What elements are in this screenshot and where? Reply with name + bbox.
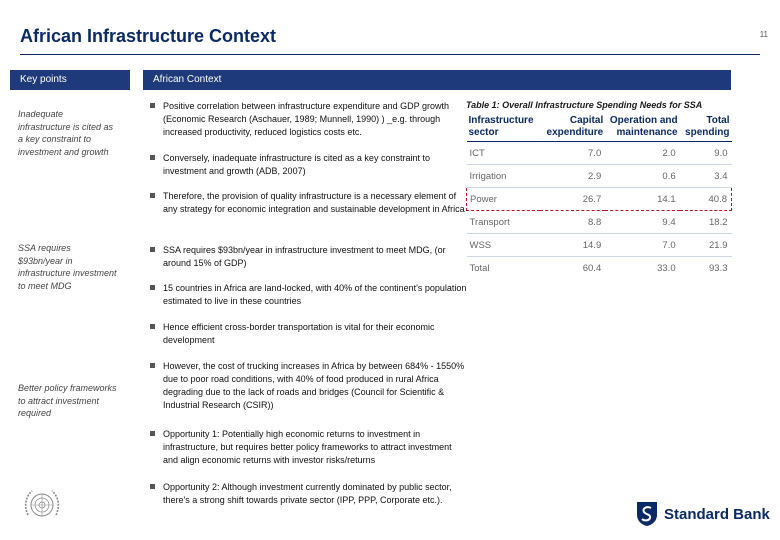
bullet-item: 15 countries in Africa are land-locked, with 40% of the continent's population estimated to live in these countries <box>150 282 468 308</box>
col-header-total: Total spending <box>680 113 732 142</box>
page-number: 11 <box>759 30 768 39</box>
bullet-marker-icon <box>150 484 155 489</box>
cell-total: 21.9 <box>680 234 732 257</box>
logo-text: Standard Bank <box>664 505 770 523</box>
table-header-row <box>467 113 732 142</box>
key-points-header: Key points <box>10 70 130 90</box>
cell-capex: 60.4 <box>582 262 602 274</box>
cell-sector: Total <box>469 262 490 274</box>
bullet-marker-icon <box>150 363 155 368</box>
bullet-marker-icon <box>150 324 155 329</box>
cell-om: 2.0 <box>605 142 679 165</box>
bullet-item: Hence efficient cross-border transportation is vital for their economic development <box>150 321 468 347</box>
cell-total: 93.3 <box>709 262 728 274</box>
cell-total: 18.2 <box>680 211 732 234</box>
key-point-2: SSA requires $93bn/year in infrastructure investment to meet MDG <box>18 243 117 291</box>
bullet-marker-icon <box>150 193 155 198</box>
col-header-om: Operation and maintenance <box>605 113 679 142</box>
table-caption: Table 1: Overall Infrastructure Spending Needs for SSA <box>466 100 703 110</box>
bullet-item: SSA requires $93bn/year in infrastructure investment to meet MDG, (or around 15% of GDP) <box>150 244 468 270</box>
cell-sector: Power <box>467 188 540 211</box>
cell-sector: Transport <box>467 211 540 234</box>
bullet-item: Opportunity 2: Although investment currently dominated by public sector, there's a strong shift towards private sector (IPP, PPP, Corporate etc.). <box>150 481 468 507</box>
cell-total: 40.8 <box>680 188 732 211</box>
un-emblem-icon <box>22 485 62 525</box>
bullet-item: Therefore, the provision of quality infrastructure is a necessary element of any strategy for economic integration and sustainable development in Africa <box>150 190 468 216</box>
cell-om: 7.0 <box>605 234 679 257</box>
cell-capex: 26.7 <box>540 188 605 211</box>
table-row-highlighted <box>467 188 732 211</box>
cell-capex: 14.9 <box>540 234 605 257</box>
table-row-total <box>467 257 732 280</box>
cell-total: 3.4 <box>680 165 732 188</box>
bullet-marker-icon <box>150 431 155 436</box>
cell-capex: 2.9 <box>540 165 605 188</box>
cell-total: 9.0 <box>680 142 732 165</box>
standard-bank-logo <box>636 500 770 528</box>
table-row <box>467 165 732 188</box>
key-point-3: Better policy frameworks to attract investment required <box>18 383 117 418</box>
bullet-item: Conversely, inadequate infrastructure is cited as a key constraint to investment and growth (ADB, 2007) <box>150 152 468 178</box>
col-header-capex: Capital expenditure <box>540 113 605 142</box>
cell-om: 0.6 <box>605 165 679 188</box>
cell-om: 9.4 <box>605 211 679 234</box>
page-title: African Infrastructure Context <box>20 26 277 46</box>
table-row <box>467 142 732 165</box>
cell-om: 14.1 <box>605 188 679 211</box>
spending-needs-table <box>466 113 732 279</box>
bullet-marker-icon <box>150 103 155 108</box>
bullet-marker-icon <box>150 247 155 252</box>
bullet-item: Positive correlation between infrastructure expenditure and GDP growth (Economic Research (Aschauer, 1989; Munnell, 1990) ) _e.g. through increased productivity, reduced logistics costs etc. <box>150 100 468 139</box>
table-row <box>467 211 732 234</box>
col-header-sector: Infrastructure sector <box>467 113 540 142</box>
bullet-marker-icon <box>150 285 155 290</box>
key-point-1: Inadequate infrastructure is cited as a key constraint to investment and growth <box>18 109 114 157</box>
bullet-marker-icon <box>150 155 155 160</box>
cell-sector: ICT <box>467 142 540 165</box>
cell-sector: WSS <box>467 234 540 257</box>
bullet-item: Opportunity 1: Potentially high economic returns to investment in infrastructure, but requires better policy frameworks to attract investment and align economic returns with investor risks/returns <box>150 428 468 467</box>
cell-capex: 8.8 <box>540 211 605 234</box>
table-row <box>467 234 732 257</box>
cell-capex: 7.0 <box>540 142 605 165</box>
cell-om: 33.0 <box>657 262 676 274</box>
standard-bank-logo-icon <box>636 501 658 527</box>
title-divider <box>20 54 760 55</box>
cell-sector: Irrigation <box>467 165 540 188</box>
bullet-item: However, the cost of trucking increases in Africa by between 684% - 1550% due to poor road conditions, with 40% of food produced in rural Africa degrading due to the lack of roads and bridges (Council for Scientific & Industrial Research (CSIR)) <box>150 360 468 412</box>
african-context-header: African Context <box>143 70 731 90</box>
